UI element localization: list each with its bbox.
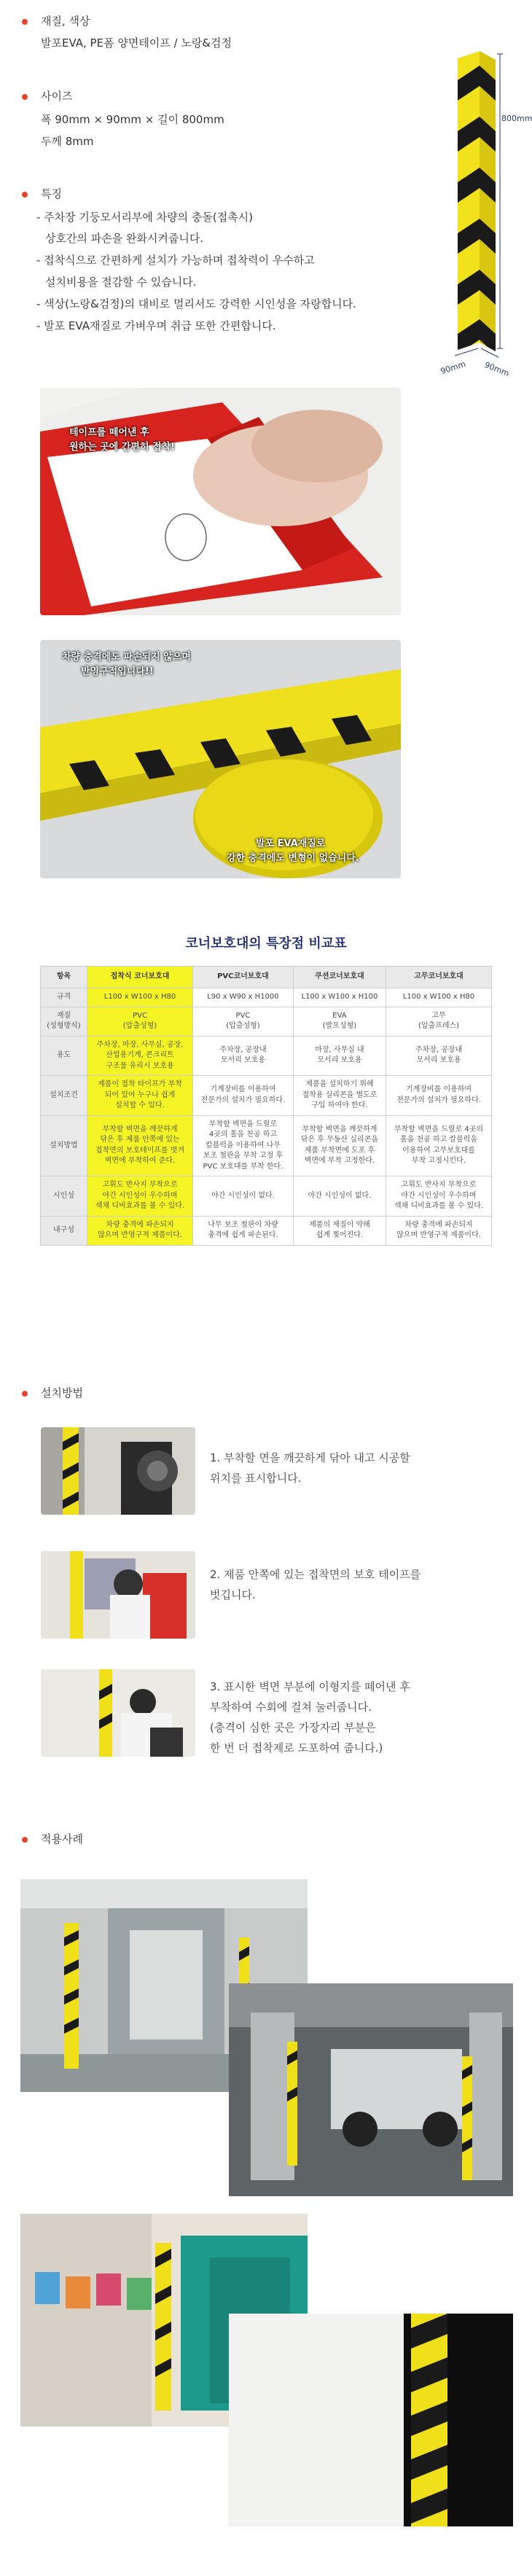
table-cell: 차량 충격에 파손되지 않으며 반영구적 제품이다. — [87, 1216, 193, 1245]
install-step-2-illustration — [41, 1551, 195, 1639]
table-cell: PVC (압출성형) — [87, 1007, 193, 1036]
table-cell: 주차장, 공장내 모서리 보호용 — [193, 1036, 294, 1076]
table-cell: 부착할 벽면을 깨끗하게 닦은 후 무동산 실리콘을 제품 부착면에 도포 후 벽면에 부착 고정한다. — [293, 1115, 386, 1176]
material-text: 발포EVA, PE폼 양면테이프 / 노랑&검정 — [41, 36, 232, 50]
cases-heading: 적용사례 — [41, 1833, 83, 1846]
install-step-3-line-3: (충격이 심한 곳은 가장자리 부분은 — [210, 1721, 376, 1734]
impact-caption-1: 차량 충격에도 파손되지 않으며 — [62, 652, 191, 663]
install-step-3-line-2: 부착하여 수회에 걸쳐 눌러줍니다. — [210, 1701, 372, 1714]
feature-heading: 특징 — [41, 187, 62, 200]
feature-line: - 색상(노랑&검정)의 대비로 멀리서도 강력한 시인성을 자랑합니다. — [36, 297, 356, 311]
table-cell: L100 x W100 x H100 — [293, 988, 386, 1007]
table-cell: 주차장, 공장내 모서리 보호용 — [386, 1036, 492, 1076]
row-label: 설치방법 — [41, 1115, 87, 1176]
install-step-3-line-4: 한 번 더 접착제로 도포하여 줍니다.) — [210, 1741, 383, 1755]
row-label: 용도 — [41, 1036, 87, 1076]
size-dims: 폭 90mm × 90mm × 길이 800mm — [41, 113, 224, 126]
table-cell: EVA (발포성형) — [293, 1007, 386, 1036]
feature-line: 설치비용을 절감할 수 있습니다. — [45, 276, 197, 289]
table-cell: 부착할 벽면을 드릴로 4곳의 홀을 천공 하고 칼블럭을 이용하여 나무 보조 철판을 부착 고정 후 PVC 보호대를 부착 한다. — [193, 1115, 294, 1176]
case-photo-parking — [229, 1983, 513, 2196]
feature-line: - 발포 EVA재질로 가벼우며 취급 또한 간편합니다. — [36, 319, 276, 332]
bullet-size — [22, 94, 28, 100]
install-step-2-line-1: 2. 제품 안쪽에 있는 접착면의 보호 테이프를 — [210, 1568, 421, 1581]
table-header-row — [41, 967, 492, 988]
impact-photo — [40, 640, 401, 878]
header-cushion: 쿠션코너보호대 — [293, 967, 386, 988]
table-cell: PVC (압출성형) — [193, 1007, 294, 1036]
row-label: 규격 — [41, 988, 87, 1007]
install-step-2-photo — [41, 1551, 195, 1639]
table-row — [41, 1115, 492, 1176]
table-row — [41, 1036, 492, 1076]
feature-line: 상호간의 파손을 완화시켜줍니다. — [45, 232, 204, 245]
header-item: 항목 — [41, 967, 87, 988]
table-cell: L90 x W90 x H1000 — [193, 988, 294, 1007]
header-pvc: PVC코너보호대 — [193, 967, 294, 988]
install-step-1-line-2: 위치를 표시합니다. — [210, 1472, 302, 1485]
bullet-features — [22, 192, 28, 198]
table-cell: 제품의 재질이 약해 쉽게 찢어진다. — [293, 1216, 386, 1245]
bullet-material — [22, 19, 28, 25]
impact-caption-2: 반영구적입니다!! — [81, 666, 154, 677]
table-cell: 제품이 접착 타이프가 부착 되어 있어 누구나 쉽게 설치할 수 있다. — [87, 1076, 193, 1116]
bullet-cases — [22, 1837, 28, 1843]
install-step-1-photo — [41, 1427, 195, 1515]
install-step-3-photo — [41, 1669, 195, 1757]
table-cell: 야간 시인성이 없다. — [293, 1176, 386, 1217]
table-cell: 부착할 벽면을 깨끗하게 닦은 후 제품 안쪽에 있는 접착면의 보호테이프를 벗겨 벽면에 부착하여 준다. — [87, 1115, 193, 1176]
install-heading: 설치방법 — [41, 1386, 83, 1400]
table-cell: 부착할 벽면을 드릴로 4곳의 홀을 천공 하고 칼블럭을 이용하여 고무보호대를 부착 고정시킨다. — [386, 1115, 492, 1176]
feature-line: - 주차장 기둥모서리부에 차량의 충돌(접촉시) — [36, 211, 254, 224]
corner-guard-illustration — [437, 51, 517, 372]
table-cell: 기계장비를 이용하여 전문가의 설치가 필요하다. — [386, 1076, 492, 1116]
case-photo-closeup — [229, 2314, 513, 2526]
comparison-table — [40, 966, 492, 1246]
table-cell: 고휘도 반사지 부착으로 야간 시인성이 우수하며 색채 디비효과를 볼 수 있다. — [386, 1176, 492, 1217]
eva-caption-2: 강한 충격에도 변형이 없습니다. — [227, 853, 359, 864]
table-cell: 야간 시인성이 없다. — [193, 1176, 294, 1217]
install-step-3-illustration — [41, 1669, 195, 1757]
case-closeup-illustration — [229, 2314, 513, 2526]
row-label: 재질 (성형방식) — [41, 1007, 87, 1036]
install-step-1-illustration — [41, 1427, 195, 1515]
case-parking-illustration — [229, 1983, 513, 2196]
tape-caption-1: 테이프를 떼어낸 후 — [69, 427, 149, 438]
table-cell: 고무 (압출프레스) — [386, 1007, 492, 1036]
install-step-1-line-1: 1. 부착할 면을 깨끗하게 닦아 내고 시공할 — [210, 1451, 410, 1464]
table-cell: 제품을 설치하기 위해 접착용 실리콘을 별도로 구입 하여야 한다. — [293, 1076, 386, 1116]
install-step-2-line-2: 벗깁니다. — [210, 1588, 256, 1601]
table-cell: 기계장비를 이용하여 전문가의 설치가 필요하다. — [193, 1076, 294, 1116]
table-cell: 나무 보조 철판이 차량 충격에 쉽게 파손된다. — [193, 1216, 294, 1245]
size-thickness: 두께 8mm — [41, 135, 94, 148]
feature-line: - 접착식으로 간편하게 설치가 가능하며 접착력이 우수하고 — [36, 254, 315, 267]
dimension-width-b: 90mm — [482, 359, 511, 379]
material-heading: 재질, 색상 — [41, 15, 90, 28]
table-cell: L100 x W100 x H80 — [87, 988, 193, 1007]
table-row — [41, 1076, 492, 1116]
table-row — [41, 1007, 492, 1036]
row-label: 시인성 — [41, 1176, 87, 1217]
tape-peel-photo — [40, 388, 401, 615]
table-row — [41, 988, 492, 1007]
table-row — [41, 1176, 492, 1217]
table-cell: 고휘도 반사지 부착으로 야간 시인성이 우수하며 색채 디비효과를 볼 수 있다. — [87, 1176, 193, 1217]
eva-caption-1: 발포 EVA재질로 — [256, 838, 326, 849]
size-heading: 사이즈 — [41, 90, 73, 103]
table-cell: 주차장, 마장, 사무실, 공장, 산업용기계, 콘크리트 구조물 유리시 보호용 — [87, 1036, 193, 1076]
dimension-height: 800mm — [501, 114, 532, 123]
dimension-width-a: 90mm — [439, 359, 467, 377]
table-row — [41, 1216, 492, 1245]
bullet-install — [22, 1391, 28, 1397]
row-label: 설치조건 — [41, 1076, 87, 1116]
tape-peel-illustration — [40, 388, 401, 615]
table-cell: L100 x W100 x H80 — [386, 988, 492, 1007]
install-step-3-line-1: 3. 표시한 벽면 부분에 이형지를 떼어낸 후 — [210, 1680, 410, 1693]
table-cell: 차량 충격에 파손되지 않으며 반영구적 제품이다. — [386, 1216, 492, 1245]
row-label: 내구성 — [41, 1216, 87, 1245]
comparison-title: 코너보호대의 특장점 비교표 — [185, 936, 347, 951]
table-cell: 마장, 사무실 내 모서리 보호용 — [293, 1036, 386, 1076]
header-rubber: 고무코너보호대 — [386, 967, 492, 988]
header-adhesive: 접착식 코너보호대 — [87, 967, 193, 988]
tape-caption-2: 원하는 곳에 간편히 접착! — [69, 442, 176, 453]
